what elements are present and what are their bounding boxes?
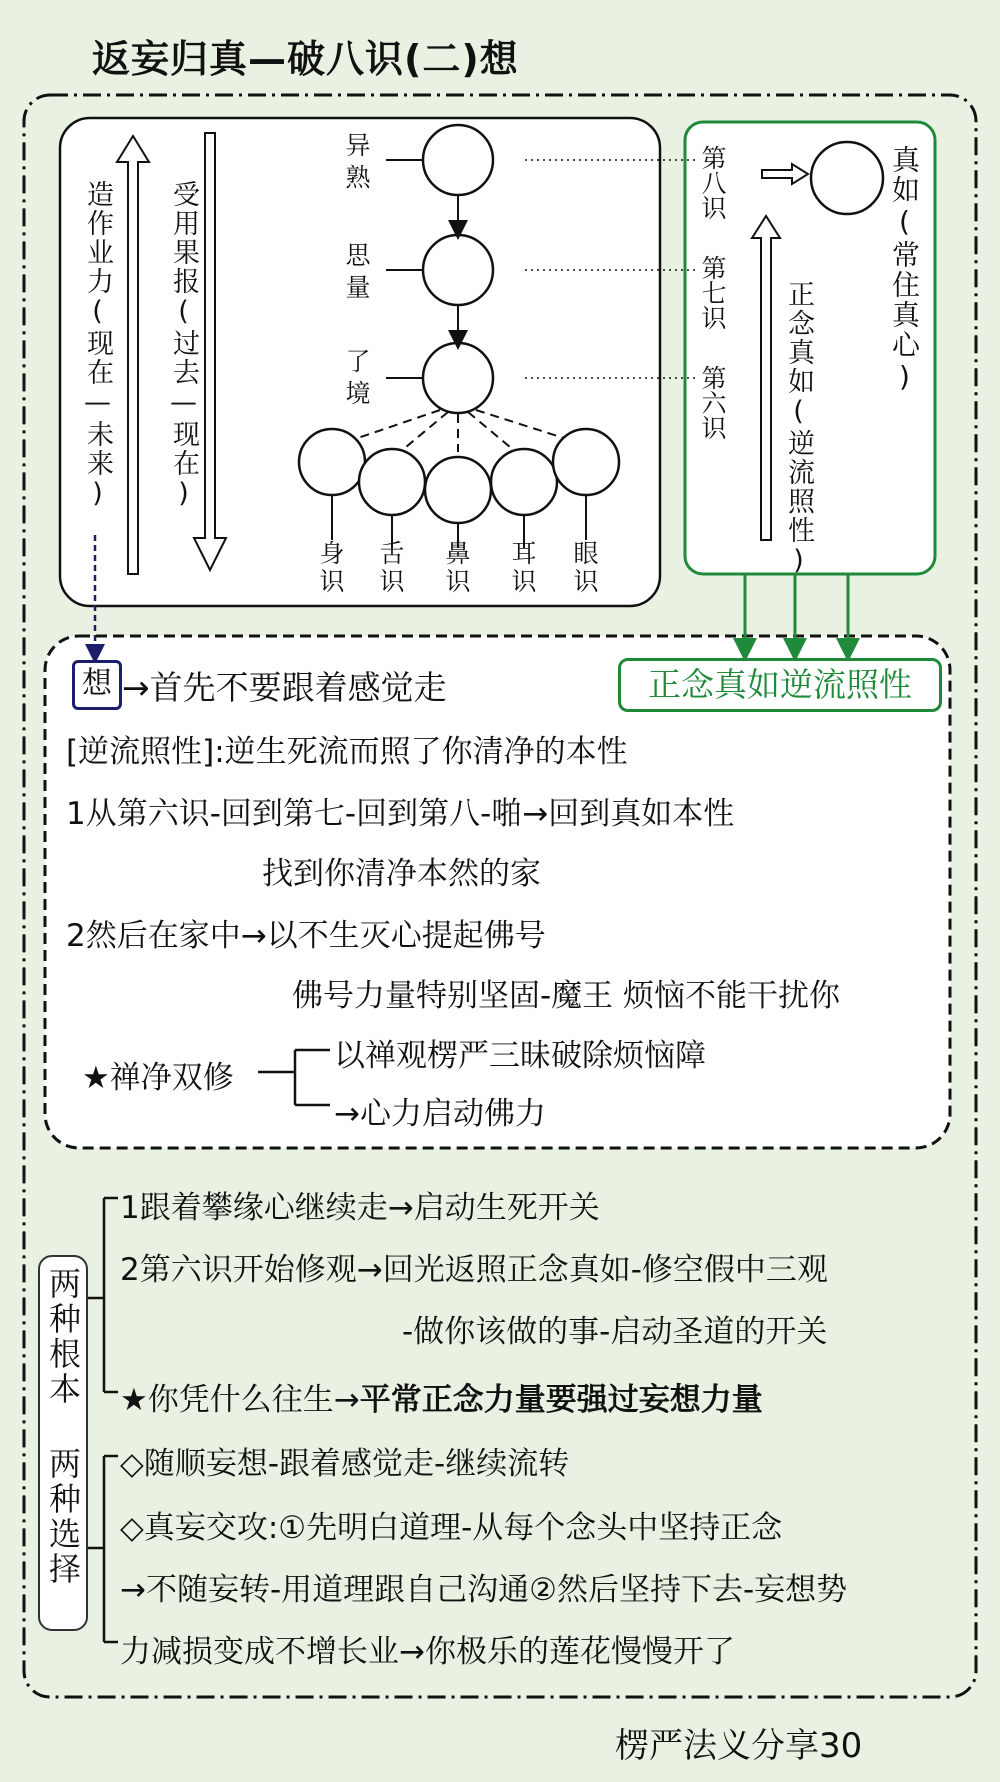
chanjing-label: ★禅净双修	[82, 1060, 234, 1096]
footer-caption: 楞严法义分享30	[615, 1726, 863, 1766]
label-er-shi: 耳识	[511, 539, 537, 596]
label-she-shi: 舌识	[379, 539, 405, 596]
label-yan-shi: 眼识	[573, 539, 599, 596]
zhenru-label: 真如(常住真心)	[888, 145, 921, 395]
arrow-up-label: 造作业力(现在—未来)	[82, 180, 113, 511]
sense-circle-tongue	[359, 449, 425, 515]
bottom-line-4-bold: 平常正念力量要强过妄想力量	[359, 1382, 763, 1418]
label-seventh-consciousness: 第七识	[698, 255, 727, 330]
label-siliang: 思量	[345, 241, 371, 302]
middle-line-3: 找到你清净本然的家	[262, 856, 541, 892]
xiang-box: 想	[72, 660, 122, 710]
chanjing-item-2: →心力启动佛力	[334, 1096, 546, 1132]
xiang-line: →首先不要跟着感觉走	[122, 668, 447, 707]
node-siliang	[423, 235, 493, 305]
zhengnian-box: 正念真如逆流照性	[618, 658, 942, 712]
label-yishu: 异熟	[345, 131, 371, 192]
node-liaojing	[423, 343, 493, 413]
sense-circle-ear	[491, 449, 557, 515]
choices-box	[38, 1255, 88, 1631]
label-bi-shi: 鼻识	[445, 539, 471, 596]
bottom-line-4	[120, 1374, 763, 1419]
middle-line-4: 2然后在家中→以不生灭心提起佛号	[66, 918, 546, 954]
label-eighth-consciousness: 第八识	[698, 145, 727, 220]
label-shen-shi: 身识	[319, 539, 345, 596]
bottom-line-3: -做你该做的事-启动圣道的开关	[402, 1314, 828, 1350]
middle-line-2: 1从第六识-回到第七-回到第八-啪→回到真如本性	[66, 796, 735, 832]
middle-line-5: 佛号力量特别坚固-魔王 烦恼不能干扰你	[292, 978, 841, 1014]
label-liaojing: 了境	[345, 347, 371, 408]
choices-box-text-2: 两种选择	[44, 1447, 82, 1587]
chanjing-item-1: 以禅观楞严三昧破除烦恼障	[334, 1038, 706, 1074]
bottom-line-1: 1跟着攀缘心继续走→启动生死开关	[120, 1190, 600, 1226]
nianzhen-label: 正念真如(逆流照性)	[783, 280, 814, 578]
middle-line-1: [逆流照性]:逆生死流而照了你清净的本性	[66, 734, 628, 770]
node-yishu	[423, 125, 493, 195]
choice-line-2: ◇真妄交攻:①先明白道理-从每个念头中坚持正念	[120, 1510, 783, 1546]
sense-circle-nose	[425, 457, 491, 523]
bottom-line-2: 2第六识开始修观→回光返照正念真如-修空假中三观	[120, 1252, 828, 1288]
arrow-down-label: 受用果报(过去—现在)	[168, 180, 199, 511]
label-sixth-consciousness: 第六识	[698, 365, 727, 440]
choices-box-text-1: 两种根本	[44, 1267, 82, 1407]
bottom-line-4-text: ★你凭什么往生→	[120, 1382, 360, 1418]
choice-line-4: 力减损变成不增长业→你极乐的莲花慢慢开了	[120, 1634, 735, 1670]
choice-line-1: ◇随顺妄想-跟着感觉走-继续流转	[120, 1446, 570, 1482]
sense-circle-eye	[553, 429, 619, 495]
zhenru-circle	[811, 142, 883, 214]
page-title: 返妄归真—破八识(二)想	[92, 37, 519, 81]
choice-line-3: →不随妄转-用道理跟自己沟通②然后坚持下去-妄想势	[120, 1572, 848, 1608]
sense-circle-body	[299, 429, 365, 495]
